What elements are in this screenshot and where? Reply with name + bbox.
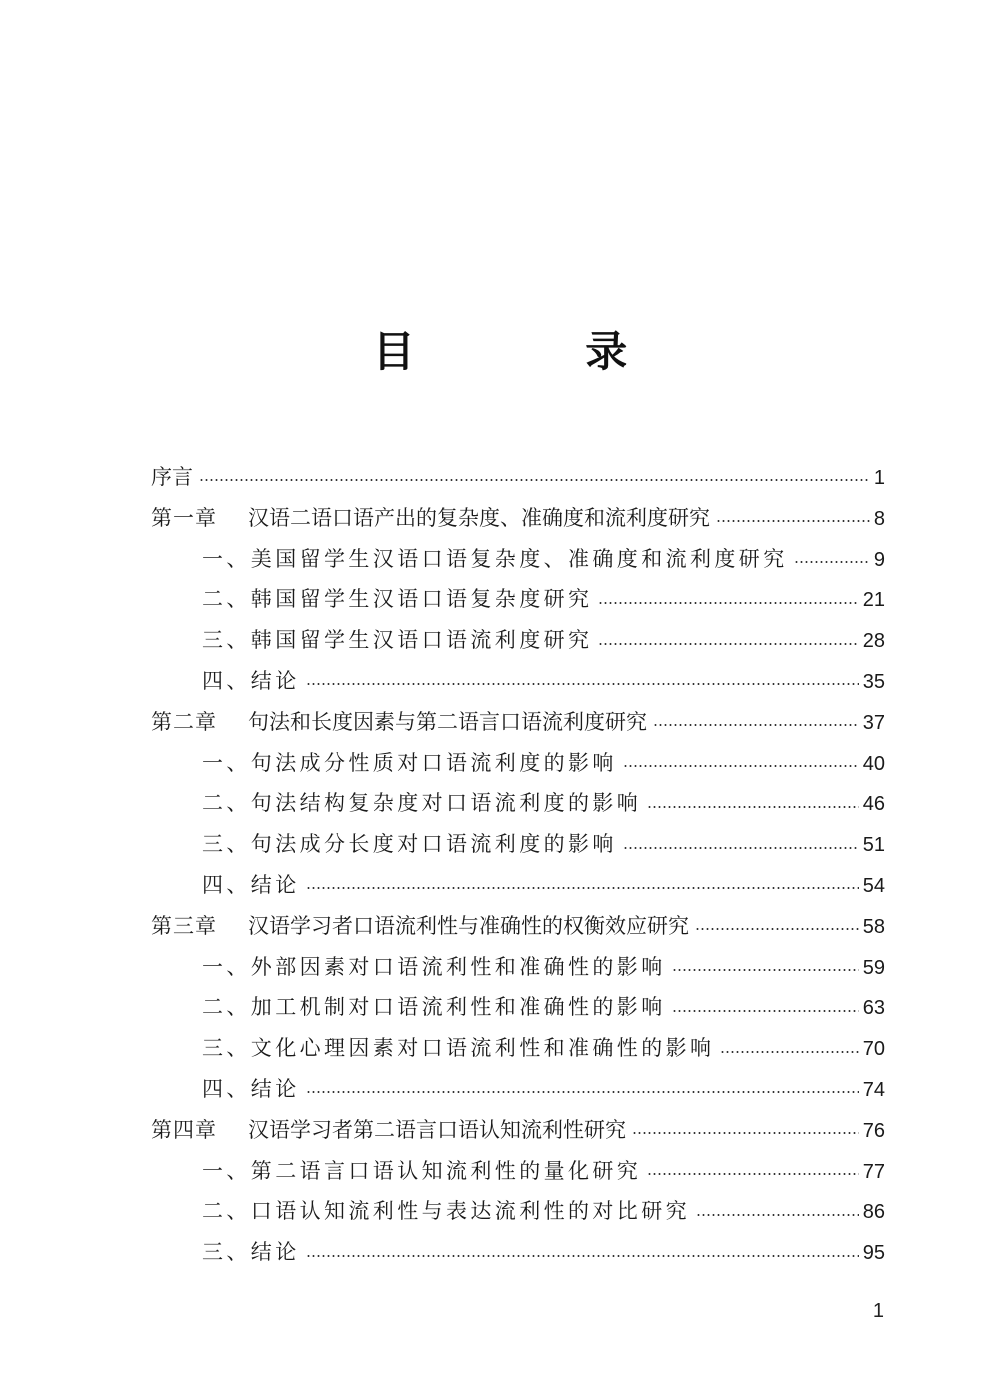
toc-page-number: 28 — [862, 630, 885, 653]
toc-entry-title: 四、结论 — [202, 668, 300, 693]
toc-chapter-entry[interactable] — [151, 457, 885, 498]
toc-page-number: 54 — [862, 874, 885, 897]
toc-section-entry[interactable] — [151, 661, 885, 702]
toc-page-number: 58 — [862, 915, 885, 938]
toc-entry-title: 句法和长度因素与第二语言口语流利度研究 — [248, 709, 647, 734]
toc-section-entry[interactable] — [151, 539, 885, 580]
toc-entry-title: 三、句法成分长度对口语流利度的影响 — [202, 832, 617, 857]
toc-page-number: 59 — [862, 956, 885, 979]
toc-entry-title: 二、口语认知流利性与表达流利性的对比研究 — [202, 1199, 690, 1224]
toc-dot-leader — [716, 520, 870, 522]
toc-entry-title: 一、美国留学生汉语口语复杂度、准确度和流利度研究 — [202, 546, 788, 571]
toc-dot-leader — [672, 1010, 859, 1012]
toc-section-entry[interactable] — [151, 743, 885, 784]
toc-dot-leader — [794, 561, 870, 563]
toc-dot-leader — [306, 683, 859, 685]
toc-dot-leader — [623, 765, 859, 767]
toc-chapter-number: 第二章 — [151, 709, 217, 734]
toc-chapter-number: 第一章 — [151, 505, 217, 530]
toc-entry-title: 三、韩国留学生汉语口语流利度研究 — [202, 628, 593, 653]
toc-chapter-number: 第四章 — [151, 1117, 217, 1142]
toc-page-number: 46 — [862, 793, 885, 816]
toc-section-entry[interactable] — [151, 987, 885, 1028]
toc-dot-leader — [623, 847, 859, 849]
toc-dot-leader — [653, 724, 859, 726]
toc-dot-leader — [598, 643, 858, 645]
toc-dot-leader — [306, 887, 859, 889]
toc-page-number: 9 — [873, 548, 885, 571]
toc-entry-title: 二、句法结构复杂度对口语流利度的影响 — [202, 791, 642, 816]
toc-entry-title: 汉语学习者口语流利性与准确性的权衡效应研究 — [248, 913, 689, 938]
toc-section-entry[interactable] — [151, 1028, 885, 1069]
toc-page-number: 76 — [862, 1119, 885, 1142]
toc-dot-leader — [720, 1051, 858, 1053]
toc-entry-title: 汉语学习者第二语言口语认知流利性研究 — [248, 1117, 626, 1142]
toc-chapter-number: 第三章 — [151, 913, 217, 938]
toc-chapter-entry[interactable] — [151, 1110, 885, 1151]
toc-section-entry[interactable] — [151, 824, 885, 865]
toc-page-number: 86 — [862, 1201, 885, 1224]
toc-section-entry[interactable] — [151, 1069, 885, 1110]
toc-section-entry[interactable] — [151, 620, 885, 661]
table-of-contents — [151, 457, 885, 1273]
toc-entry-title: 一、第二语言口语认知流利性的量化研究 — [202, 1158, 642, 1183]
toc-dot-leader — [632, 1132, 859, 1134]
toc-page-number: 77 — [862, 1160, 885, 1183]
toc-page-number: 1 — [873, 467, 885, 489]
toc-section-entry[interactable] — [151, 1232, 885, 1273]
page-number: 1 — [872, 1300, 884, 1322]
toc-page-number: 70 — [862, 1038, 885, 1061]
toc-entry-title: 四、结论 — [202, 1076, 300, 1101]
toc-page-number: 40 — [862, 752, 885, 775]
toc-section-entry[interactable] — [151, 579, 885, 620]
toc-dot-leader — [306, 1255, 859, 1257]
toc-page-number: 63 — [862, 997, 885, 1020]
toc-dot-leader — [199, 479, 870, 481]
toc-section-entry[interactable] — [151, 947, 885, 988]
toc-dot-leader — [672, 969, 859, 971]
toc-entry-title: 四、结论 — [202, 872, 300, 897]
toc-dot-leader — [647, 806, 859, 808]
toc-dot-leader — [647, 1173, 859, 1175]
toc-section-entry[interactable] — [151, 1151, 885, 1192]
toc-section-entry[interactable] — [151, 783, 885, 824]
toc-entry-title: 一、句法成分性质对口语流利度的影响 — [202, 750, 617, 775]
toc-dot-leader — [695, 928, 859, 930]
toc-dot-leader — [598, 602, 858, 604]
toc-page-number: 74 — [862, 1078, 885, 1101]
page-title: 目 录 — [372, 327, 706, 376]
toc-page-number: 21 — [862, 589, 885, 612]
toc-entry-title: 汉语二语口语产出的复杂度、准确度和流利度研究 — [248, 505, 710, 530]
toc-page-number: 35 — [862, 670, 885, 693]
toc-entry-title: 三、文化心理因素对口语流利性和准确性的影响 — [202, 1036, 715, 1061]
toc-dot-leader — [696, 1214, 859, 1216]
toc-entry-title: 二、韩国留学生汉语口语复杂度研究 — [202, 587, 593, 612]
toc-entry-title: 三、结论 — [202, 1240, 300, 1265]
toc-entry-title: 一、外部因素对口语流利性和准确性的影响 — [202, 954, 666, 979]
toc-dot-leader — [306, 1091, 859, 1093]
toc-chapter-entry[interactable] — [151, 906, 885, 947]
toc-chapter-entry[interactable] — [151, 498, 885, 539]
toc-section-entry[interactable] — [151, 1191, 885, 1232]
toc-page-number: 95 — [862, 1242, 885, 1265]
toc-page-number: 51 — [862, 834, 885, 857]
toc-entry-title: 序言 — [151, 465, 193, 489]
toc-chapter-entry[interactable] — [151, 702, 885, 743]
toc-page-number: 37 — [862, 711, 885, 734]
toc-entry-title: 二、加工机制对口语流利性和准确性的影响 — [202, 995, 666, 1020]
toc-section-entry[interactable] — [151, 865, 885, 906]
toc-page-number: 8 — [873, 507, 885, 530]
